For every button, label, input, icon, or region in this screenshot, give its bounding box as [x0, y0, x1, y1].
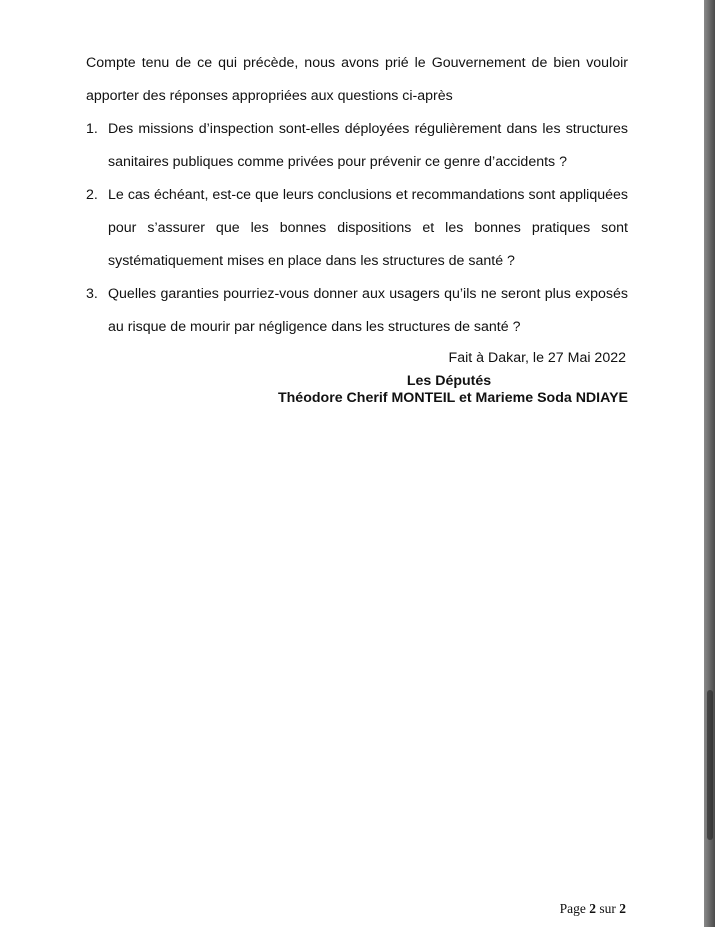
viewer-edge	[704, 0, 715, 927]
question-number: 2.	[86, 187, 98, 203]
page-total: 2	[619, 901, 626, 916]
question-text: Quelles garanties pourriez-vous donner aux usagers qu’ils ne seront plus exposés au risque de mourir par négligence dans les structures de santé ?	[108, 286, 628, 335]
page-word: Page	[559, 901, 586, 916]
page-separator: sur	[599, 901, 616, 916]
signatory-names: Théodore Cherif MONTEIL et Marieme Soda NDIAYE	[277, 390, 628, 406]
question-text: Des missions d’inspection sont-elles déployées régulièrement dans les structures sanitaires publiques comme privées pour prévenir ce genre d’accidents ?	[108, 121, 628, 170]
page-number	[560, 901, 626, 917]
question-text: Le cas échéant, est-ce que leurs conclusions et recommandations sont appliquées pour s’assurer que les bonnes dispositions et les bonnes pratiques sont systématiquement mises en place dans les structures de santé ?	[108, 187, 628, 269]
intro-paragraph: Compte tenu de ce qui précède, nous avons prié le Gouvernement de bien vouloir apporter des réponses appropriées aux questions ci-après	[86, 55, 628, 104]
question-item-1	[86, 113, 628, 179]
question-item-2	[86, 179, 628, 278]
page-current: 2	[589, 901, 596, 916]
signatory-title: Les Députés	[406, 373, 492, 389]
question-number: 3.	[86, 286, 98, 302]
place-date: Fait à Dakar, le 27 Mai 2022	[448, 350, 626, 366]
scrollbar-thumb[interactable]	[707, 690, 713, 840]
question-item-3	[86, 278, 628, 344]
question-number: 1.	[86, 121, 98, 137]
